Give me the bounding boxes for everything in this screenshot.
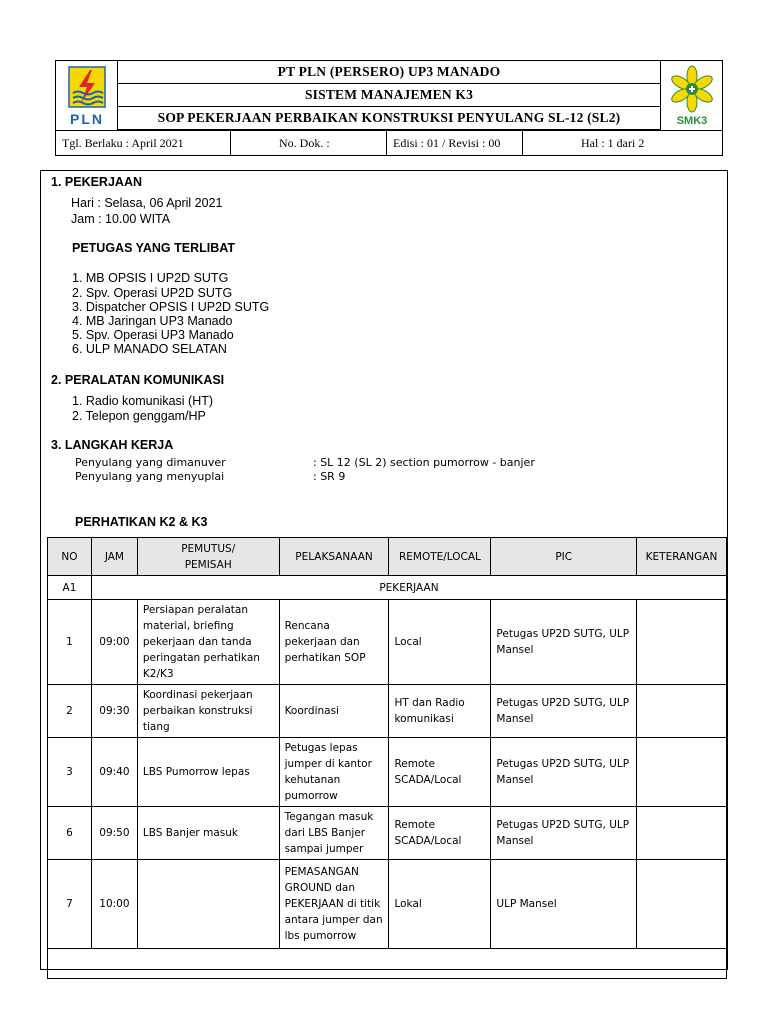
cell-remote: Remote SCADA/Local: [389, 807, 491, 860]
smk3-logo-icon: [665, 64, 719, 127]
document-meta-row: [56, 130, 722, 155]
svg-text:SMK3: SMK3: [676, 115, 708, 127]
header-title-company: PT PLN (PERSERO) UP3 MANADO: [118, 61, 660, 84]
cell-pemutus: LBS Banjer masuk: [137, 807, 279, 860]
cell-remote: Local: [389, 600, 491, 685]
table-row: [48, 807, 727, 860]
penyulang-dimanuver-value: : SL 12 (SL 2) section pumorrow - banjer: [313, 456, 535, 469]
cell-empty: [48, 949, 727, 979]
cell-keterangan: [636, 685, 726, 738]
cell-remote: Remote SCADA/Local: [389, 738, 491, 807]
header-title-sop: SOP PEKERJAAN PERBAIKAN KONSTRUKSI PENYULANG SL-12 (SL2): [118, 107, 660, 130]
cell-pemutus: [137, 860, 279, 949]
hari-text: Hari : Selasa, 06 April 2021: [71, 196, 223, 210]
col-header-remote: REMOTE/LOCAL: [389, 538, 491, 576]
cell-pic: Petugas UP2D SUTG, ULP Mansel: [491, 807, 637, 860]
cell-jam: 09:00: [91, 600, 137, 685]
table-row-empty: [48, 949, 727, 979]
section-langkah-heading: 3. LANGKAH KERJA: [51, 438, 174, 452]
cell-jam: 09:50: [91, 807, 137, 860]
cell-no: 7: [48, 860, 92, 949]
cell-pelaksanaan: Rencana pekerjaan dan perhatikan SOP: [279, 600, 389, 685]
pln-logo-cell: [56, 61, 118, 130]
table-header-row: [48, 538, 727, 576]
penyulang-menyuplai-value: : SR 9: [313, 470, 346, 483]
smk3-logo-cell: [660, 61, 722, 130]
petugas-item: 1. MB OPSIS I UP2D SUTG: [72, 271, 229, 285]
petugas-heading: PETUGAS YANG TERLIBAT: [72, 241, 235, 255]
col-header-no: NO: [48, 538, 92, 576]
cell-keterangan: [636, 860, 726, 949]
cell-pelaksanaan: Tegangan masuk dari LBS Banjer sampai jumper: [279, 807, 389, 860]
langkah-kerja-table: [47, 537, 727, 979]
penyulang-menyuplai-label: Penyulang yang menyuplai: [75, 470, 225, 483]
cell-pemutus: LBS Pumorrow lepas: [137, 738, 279, 807]
document-header: [55, 60, 723, 156]
col-header-jam: JAM: [91, 538, 137, 576]
section-pekerjaan-heading: 1. PEKERJAAN: [51, 175, 142, 189]
petugas-item: 3. Dispatcher OPSIS I UP2D SUTG: [72, 300, 270, 314]
cell-no: 1: [48, 600, 92, 685]
col-header-pemutus: [137, 538, 279, 576]
cell-remote: Lokal: [389, 860, 491, 949]
cell-pic: Petugas UP2D SUTG, ULP Mansel: [491, 738, 637, 807]
cell-keterangan: [636, 600, 726, 685]
cell-pic: Petugas UP2D SUTG, ULP Mansel: [491, 600, 637, 685]
cell-remote: HT dan Radio komunikasi: [389, 685, 491, 738]
table-row: [48, 685, 727, 738]
cell-pelaksanaan: Petugas lepas jumper di kantor kehutanan pumorrow: [279, 738, 389, 807]
table-row: [48, 738, 727, 807]
cell-pic: Petugas UP2D SUTG, ULP Mansel: [491, 685, 637, 738]
col-header-pic: PIC: [491, 538, 637, 576]
no-dok: No. Dok. :: [231, 131, 387, 155]
tgl-berlaku: Tgl. Berlaku : April 2021: [56, 131, 231, 155]
col-header-pelaksanaan: PELAKSANAAN: [279, 538, 389, 576]
cell-pelaksanaan: PEMASANGAN GROUND dan PEKERJAAN di titik antara jumper dan lbs pumorrow: [279, 860, 389, 949]
svg-text:PLN: PLN: [70, 111, 104, 127]
sop-body: [40, 170, 728, 970]
table-row: [48, 860, 727, 949]
cell-pemutus: Koordinasi pekerjaan perbaikan konstruksi tiang: [137, 685, 279, 738]
table-group-row: [48, 576, 727, 600]
cell-keterangan: [636, 738, 726, 807]
cell-jam: 09:30: [91, 685, 137, 738]
cell-jam: 10:00: [91, 860, 137, 949]
header-title-system: SISTEM MANAJEMEN K3: [118, 84, 660, 107]
table-row: [48, 600, 727, 685]
edisi-revisi: Edisi : 01 / Revisi : 00: [387, 131, 523, 155]
pln-logo-icon: [62, 65, 112, 127]
peralatan-item: 1. Radio komunikasi (HT): [72, 394, 214, 408]
section-peralatan-heading: 2. PERALATAN KOMUNIKASI: [51, 373, 225, 387]
col-header-keterangan: KETERANGAN: [636, 538, 726, 576]
halaman: Hal : 1 dari 2: [581, 136, 645, 150]
petugas-item: 4. MB Jaringan UP3 Manado: [72, 314, 233, 328]
petugas-item: 5. Spv. Operasi UP3 Manado: [72, 328, 234, 342]
petugas-item: 6. ULP MANADO SELATAN: [72, 342, 227, 356]
cell-pelaksanaan: Koordinasi: [279, 685, 389, 738]
petugas-item: 2. Spv. Operasi UP2D SUTG: [72, 286, 233, 300]
group-no: A1: [48, 576, 92, 600]
jam-text: Jam : 10.00 WITA: [71, 212, 171, 226]
peralatan-item: 2. Telepon genggam/HP: [72, 409, 206, 423]
group-label: PEKERJAAN: [91, 576, 726, 600]
cell-no: 3: [48, 738, 92, 807]
cell-pemutus: Persiapan peralatan material, briefing pekerjaan dan tanda peringatan perhatikan K2/K3: [137, 600, 279, 685]
cell-keterangan: [636, 807, 726, 860]
cell-pic: ULP Mansel: [491, 860, 637, 949]
penyulang-dimanuver-label: Penyulang yang dimanuver: [75, 456, 226, 469]
col-header-pemutus-text: PEMUTUS/ PEMISAH: [181, 542, 236, 571]
cell-no: 6: [48, 807, 92, 860]
cell-no: 2: [48, 685, 92, 738]
cell-jam: 09:40: [91, 738, 137, 807]
perhatikan-heading: PERHATIKAN K2 & K3: [75, 515, 208, 529]
